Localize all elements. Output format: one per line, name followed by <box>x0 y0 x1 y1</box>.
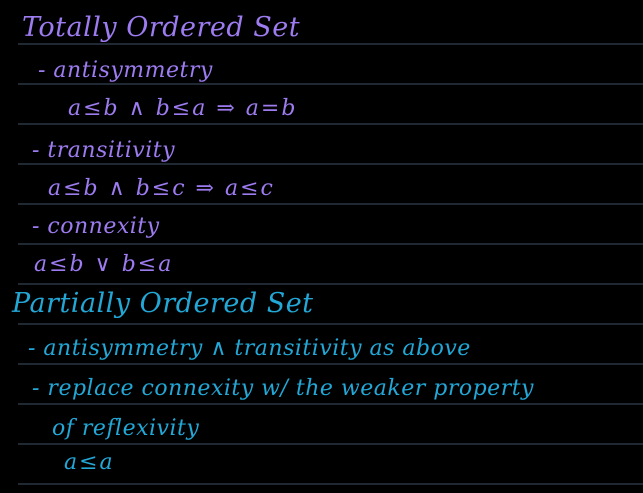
partial-order-line-3: of reflexivity <box>52 416 200 441</box>
partial-order-line-2: - replace connexity w/ the weaker property <box>32 376 534 401</box>
transitivity-label: - transitivity <box>32 138 176 163</box>
totally-ordered-title: Totally Ordered Set <box>22 12 301 43</box>
partially-ordered-title: Partially Ordered Set <box>12 288 314 319</box>
connexity-label: - connexity <box>32 214 160 239</box>
connexity-formula: a≤b ∨ b≤a <box>34 252 174 277</box>
reflexivity-formula: a≤a <box>64 450 115 475</box>
transitivity-formula: a≤b ∧ b≤c ⇒ a≤c <box>48 176 275 201</box>
antisymmetry-formula: a≤b ∧ b≤a ⇒ a=b <box>68 96 298 121</box>
antisymmetry-label: - antisymmetry <box>38 58 213 83</box>
partial-order-line-1: - antisymmetry ∧ transitivity as above <box>28 336 471 361</box>
